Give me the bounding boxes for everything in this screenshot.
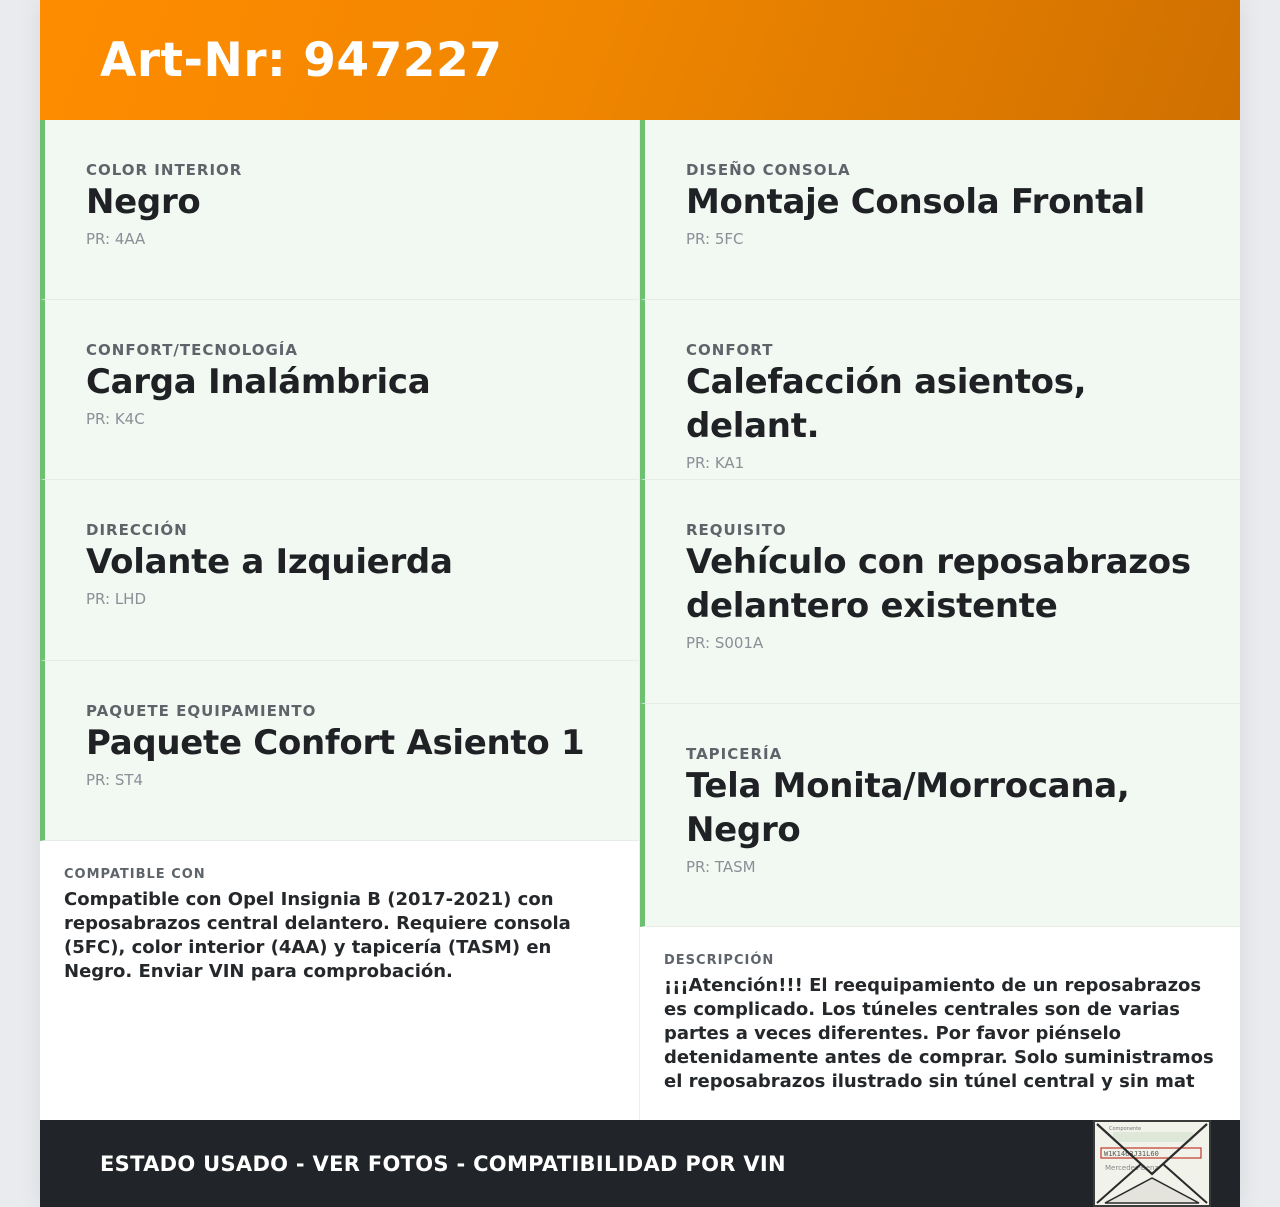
spec-pr-code: PR: KA1 — [686, 454, 745, 472]
spec-columns — [40, 120, 1240, 1120]
footer-slogan: ESTADO USADO - VER FOTOS - COMPATIBILIDAD POR VIN — [100, 1151, 786, 1176]
spec-pr-code: PR: ST4 — [86, 771, 144, 789]
description-label: DESCRIPCIÓN — [664, 953, 775, 968]
footer-bar — [40, 1120, 1240, 1207]
spec-item-confort-tecnologia — [40, 300, 639, 480]
spec-label: CONFORT/TECNOLOGÍA — [86, 341, 298, 359]
stamp-brand-text: Mercedes-Benz — [1105, 1164, 1159, 1172]
spec-label: REQUISITO — [686, 521, 787, 539]
spec-item-diseno-consola — [640, 120, 1240, 300]
spec-item-tapiceria — [640, 704, 1240, 927]
spec-pr-code: PR: TASM — [686, 858, 756, 876]
header-banner — [40, 0, 1240, 120]
spec-value: Calefacción asientos, delant. — [686, 362, 1087, 446]
description-section — [640, 927, 1240, 1120]
spec-item-color-interior — [40, 120, 639, 300]
spec-item-paquete-equipamiento — [40, 661, 639, 841]
article-number-title: Art-Nr: 947227 — [100, 32, 503, 88]
spec-value: Montaje Consola Frontal — [686, 182, 1146, 222]
spec-value: Negro — [86, 182, 201, 222]
spec-pr-code: PR: LHD — [86, 590, 147, 608]
vin-label-envelope-icon — [1093, 1120, 1211, 1207]
compatible-section — [40, 841, 639, 1120]
spec-value: Tela Monita/Morrocana, Negro — [686, 766, 1130, 850]
spec-label: COLOR INTERIOR — [86, 161, 243, 179]
stamp-header-text: Componente — [1109, 1126, 1142, 1132]
stamp-vin-text: W1K1463J31L60 — [1104, 1150, 1159, 1158]
envelope-icon — [1095, 1122, 1209, 1205]
spec-label: DISEÑO CONSOLA — [686, 161, 851, 179]
spec-label: DIRECCIÓN — [86, 521, 188, 539]
spec-value: Carga Inalámbrica — [86, 362, 431, 402]
compatible-text: Compatible con Opel Insignia B (2017-2021) con reposabrazos central delantero. Requiere consola (5FC), color interior (4AA) y tapicería (TASM) en Negro. Enviar VIN para comprobación. — [64, 889, 571, 982]
spec-value: Vehículo con reposabrazos delantero existente — [686, 542, 1191, 626]
right-column — [640, 120, 1240, 1120]
description-text: ¡¡¡Atención!!! El reequipamiento de un reposabrazos es complicado. Los túneles centrales son de varias partes a veces diferentes. Por favor piénselo detenidamente antes de comprar. Solo suministramos el reposabrazos ilustrado sin túnel central y sin mat — [664, 975, 1214, 1092]
product-card — [40, 0, 1240, 1207]
spec-item-direccion — [40, 480, 639, 661]
spec-value: Volante a Izquierda — [86, 542, 453, 582]
spec-pr-code: PR: 5FC — [686, 230, 744, 248]
spec-pr-code: PR: K4C — [86, 410, 145, 428]
spec-label: CONFORT — [686, 341, 774, 359]
spec-pr-code: PR: 4AA — [86, 230, 146, 248]
spec-item-requisito — [640, 480, 1240, 704]
spec-label: TAPICERÍA — [686, 745, 783, 763]
spec-value: Paquete Confort Asiento 1 — [86, 723, 585, 763]
spec-item-confort — [640, 300, 1240, 480]
compatible-label: COMPATIBLE CON — [64, 867, 206, 882]
left-column — [40, 120, 640, 1120]
spec-label: PAQUETE EQUIPAMIENTO — [86, 702, 317, 720]
spec-pr-code: PR: S001A — [686, 634, 764, 652]
